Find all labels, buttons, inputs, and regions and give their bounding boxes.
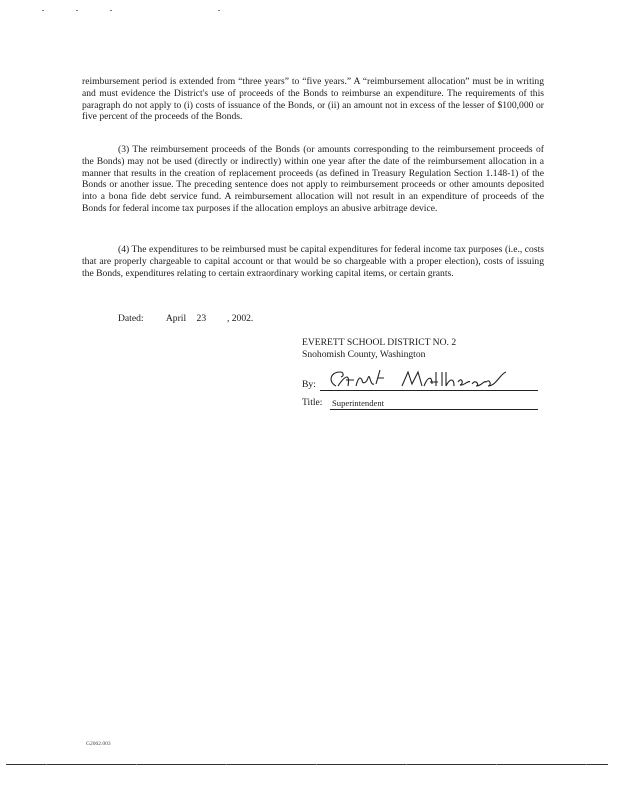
paragraph-reimbursement-allocation: reimbursement period is extended from “three years” to “five years.” A “reimbursement allocation” must be in writing and must evidence the District's use of proceeds of the Bonds to reimburse an expenditure. The requirements of this paragraph do not apply to (i) costs of issuance of the Bonds, or (ii) an amount not in excess of the lesser of $100,000 or five percent of the proceeds of the Bonds. xyxy=(82,76,544,123)
signature-line xyxy=(302,372,542,394)
district-name: EVERETT SCHOOL DISTRICT NO. 2 xyxy=(302,337,457,348)
dated-year: , 2002. xyxy=(226,313,254,324)
title-value: Superintendent xyxy=(332,398,385,408)
dated-month: April xyxy=(165,313,187,324)
scan-marks xyxy=(40,10,240,14)
title-label: Title: xyxy=(302,397,323,408)
footer-document-code: G2002.003 xyxy=(86,741,111,747)
dated-day: 23 xyxy=(196,313,207,324)
dated-line xyxy=(118,313,253,324)
paragraph-3-replacement-proceeds: (3) The reimbursement proceeds of the Bonds (or amounts corresponding to the reimbursement proceeds of the Bonds) may not be used (directly or indirectly) within one year after the date of the reimbursement allocation in a manner that results in the creation of replacement proceeds (as defined in Treasury Regulation Section 1.148-1) of the Bonds or another issue. The preceding sentence does not apply to reimbursement proceeds or other amounts deposited into a bona fide debt service fund. A reimbursement allocation will not result in an expenditure of proceeds of the Bonds for federal income tax purposes if the allocation employs an abusive arbitrage device. xyxy=(82,144,544,214)
title-rule xyxy=(330,409,538,410)
bottom-scan-edge xyxy=(6,764,608,765)
title-line xyxy=(302,397,542,411)
paragraph-4-capital-expenditures: (4) The expenditures to be reimbursed must be capital expenditures for federal income tax purposes (i.e., costs that are properly chargeable to capital account or that would be so chargeable with a proper election), costs of issuing the Bonds, expenditures relating to certain extraordinary working capital items, or certain grants. xyxy=(82,244,544,279)
by-label: By: xyxy=(302,379,316,390)
county-name: Snohomish County, Washington xyxy=(302,349,426,360)
dated-label: Dated: xyxy=(118,313,144,324)
handwritten-signature xyxy=(324,368,514,394)
signatory-block xyxy=(302,337,542,361)
